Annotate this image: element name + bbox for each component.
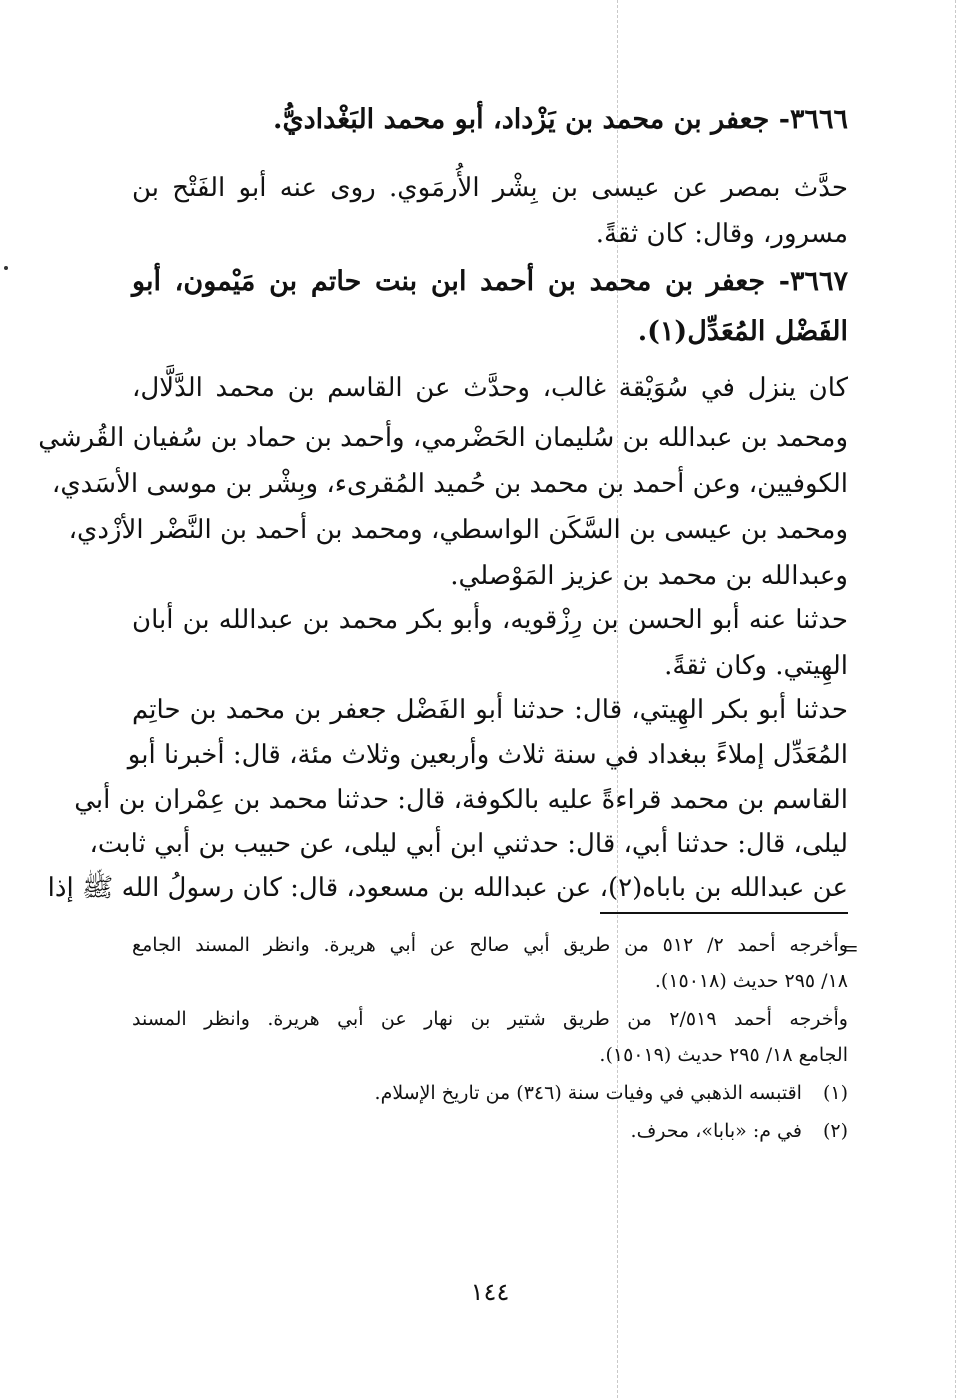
- footnote-text: اقتبسه الذهبي في وفيات سنة (٣٤٦) من تاريخ الإسلام.: [374, 1082, 802, 1104]
- scan-speck: [4, 266, 8, 270]
- footnote-text: في م: «بابا»، محرف.: [630, 1120, 802, 1142]
- entry-3666-text-line: حدَّث بمصر عن عيسى بن بِشْر الأُرمَوي. روى عنه أبو الفَتْح بن: [132, 173, 848, 203]
- entry-3667-text-line: ومحمد بن عبدالله بن سُليمان الحَضْرمي، وأحمد بن حماد بن سُفيان القُرشي: [38, 423, 848, 453]
- footnote-line: وأخرجه أحمد ٢/٥١٩ من طريق شتير بن نهار عن أبي هريرة. وانظر المسند: [132, 1008, 848, 1030]
- entry-3667-text-line: ليلى، قال: حدثنا أبي، قال: حدثني ابن أبي ليلى، عن حبيب بن أبي ثابت،: [89, 829, 848, 859]
- entry-3667-text-line: حدثنا أبو بكر الهِيتي، قال: حدثنا أبو الفَضْل جعفر بن محمد بن حاتِم: [132, 695, 848, 725]
- footnote-1: [132, 1078, 848, 1110]
- footnote-line: وأخرجه أحمد ٢/ ٥١٢ من طريق أبي صالح عن أبي هريرة. وانظر المسند الجامع: [132, 934, 848, 956]
- entry-3667-text-line: عن عبدالله بن باباه(٢)، عن عبدالله بن مسعود، قال: كان رسولُ الله ﷺ إذا: [47, 873, 848, 903]
- entry-3667-heading-line: الفَضْل المُعَدِّل(١).: [637, 316, 848, 347]
- entry-3667-text-line: ومحمد بن عيسى بن السَّكَن الواسطي، ومحمد بن أحمد بن النَّضْر الأزْدي،: [68, 515, 848, 545]
- footnote-separator: [600, 912, 848, 914]
- entry-3667-text-line: القاسم بن محمد قراءةً عليه بالكوفة، قال: حدثنا محمد بن عِمْران بن أبي: [74, 785, 848, 815]
- footnote-number: (١): [822, 1082, 848, 1104]
- entry-3667-text-line: المُعَدِّل إملاءً ببغداد في سنة ثلاث وأربعين وثلاث مئة، قال: أخبرنا أبو: [127, 740, 848, 770]
- footnote-2: [132, 1116, 848, 1148]
- entry-3667-text-line: الكوفيين، وعن أحمد بن محمد بن حُميد المُقرىء، وبِشْر بن موسى الأسَدي،: [51, 469, 848, 499]
- footnote-line: الجامع ١٨/ ٢٩٥ حديث (١٥٠١٩).: [599, 1044, 848, 1066]
- footnote-line: ١٨/ ٢٩٥ حديث (١٥٠١٨).: [654, 970, 848, 992]
- page-number: ١٤٤: [470, 1278, 510, 1306]
- entry-3666-heading: ٣٦٦٦- جعفر بن محمد بن يَزْداد، أبو محمد البَغْداديُّ.: [273, 104, 848, 135]
- entry-3667-text-line: حدثنا عنه أبو الحسن بن رِزْقويه، وأبو بكر محمد بن عبدالله بن أبان: [132, 605, 848, 635]
- footnote-continuation-mark: =: [842, 936, 859, 960]
- entry-3667-text-line: كان ينزل في سُوَيْقة غالب، وحدَّث عن القاسم بن محمد الدَّلَّال،: [132, 373, 848, 403]
- fold-line: [955, 0, 956, 1398]
- footnote-number: (٢): [822, 1120, 848, 1142]
- entry-3667-heading-line: ٣٦٦٧- جعفر بن محمد بن أحمد ابن بنت حاتم بن مَيْمون، أبو: [132, 266, 848, 297]
- entry-3667-text-line: وعبدالله بن محمد بن عزيز المَوْصلي.: [450, 561, 848, 591]
- entry-3666-text-line: مسرور، وقال: كان ثقةً.: [595, 219, 848, 249]
- entry-3667-text-line: الهِيتي. وكان ثقةً.: [664, 651, 848, 681]
